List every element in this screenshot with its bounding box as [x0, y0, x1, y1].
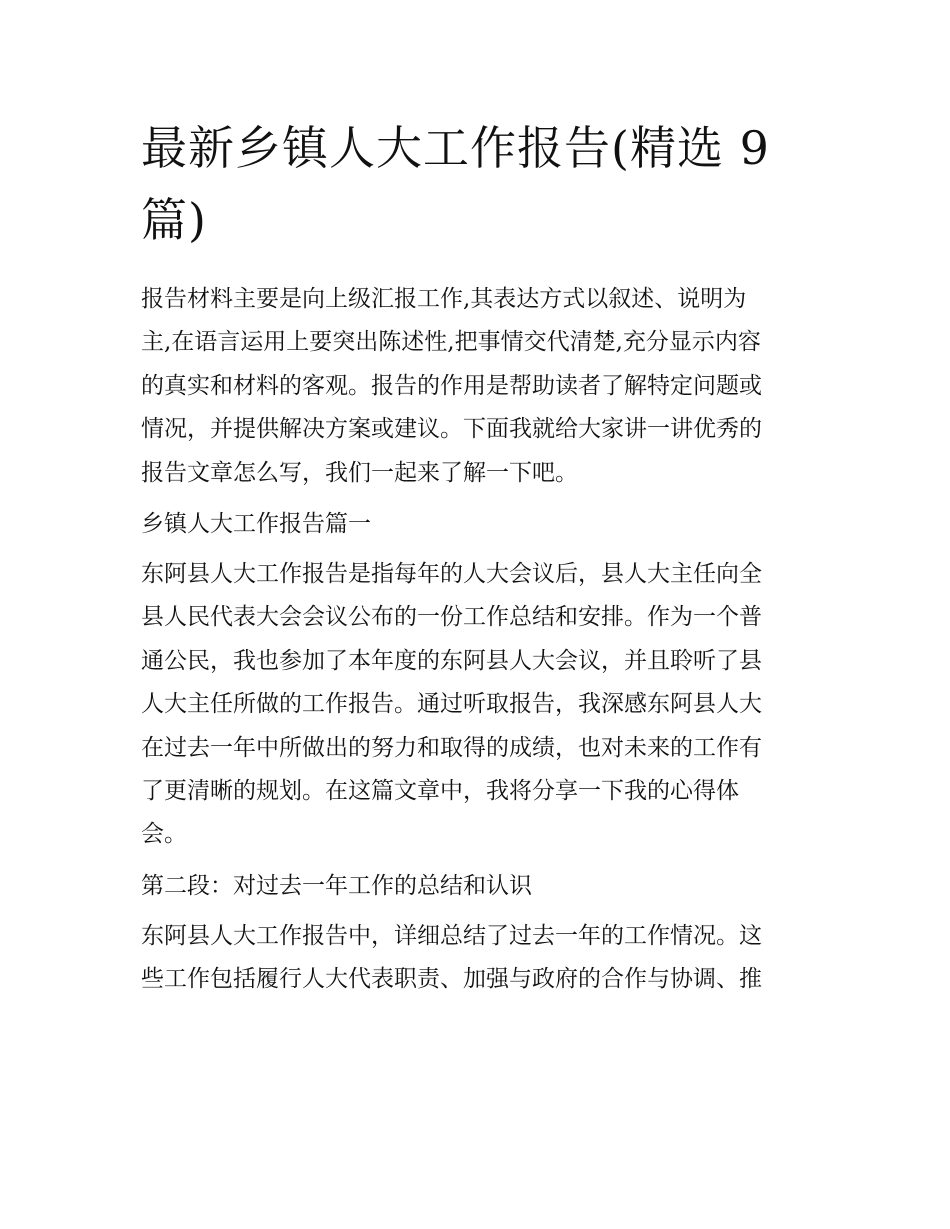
- section-heading: [141, 503, 813, 545]
- title-line: 最新乡镇人大工作报告(精选 9: [141, 121, 770, 175]
- text-line: 东阿县人大工作报告是指每年的人大会议后，县人大主任向全: [141, 560, 762, 587]
- intro-paragraph: [141, 278, 813, 495]
- text-line: 会。: [141, 821, 187, 848]
- title-line: 篇): [141, 193, 207, 247]
- body-paragraph: [141, 915, 813, 1002]
- text-line: 东阿县人大工作报告中，详细总结了过去一年的工作情况。这: [141, 922, 762, 949]
- heading-line: 第二段：对过去一年工作的总结和认识: [141, 872, 532, 899]
- text-line: 的真实和材料的客观。报告的作用是帮助读者了解特定问题或: [141, 372, 762, 399]
- section-heading: [141, 865, 813, 907]
- text-line: 在过去一年中所做出的努力和取得的成绩，也对未来的工作有: [141, 734, 762, 761]
- text-line: 了更清晰的规划。在这篇文章中，我将分享一下我的心得体: [141, 777, 739, 804]
- text-line: 些工作包括履行人大代表职责、加强与政府的合作与协调、推: [141, 966, 762, 993]
- text-line: 情况，并提供解决方案或建议。下面我就给大家讲一讲优秀的: [141, 416, 762, 443]
- body-paragraph: [141, 553, 813, 857]
- heading-line: 乡镇人大工作报告篇一: [141, 510, 371, 537]
- text-line: 通公民，我也参加了本年度的东阿县人大会议，并且聆听了县: [141, 647, 762, 674]
- document-body: [141, 278, 813, 1001]
- document-page: [141, 112, 813, 1009]
- text-line: 人大主任所做的工作报告。通过听取报告，我深感东阿县人大: [141, 691, 762, 718]
- text-line: 报告文章怎么写，我们一起来了解一下吧。: [141, 459, 578, 486]
- text-line: 县人民代表大会会议公布的一份工作总结和安排。作为一个普: [141, 604, 762, 631]
- document-title: [141, 112, 813, 256]
- text-line: 主,在语言运用上要突出陈述性,把事情交代清楚,充分显示内容: [141, 329, 761, 356]
- text-line: 报告材料主要是向上级汇报工作,其表达方式以叙述、说明为: [141, 286, 747, 312]
